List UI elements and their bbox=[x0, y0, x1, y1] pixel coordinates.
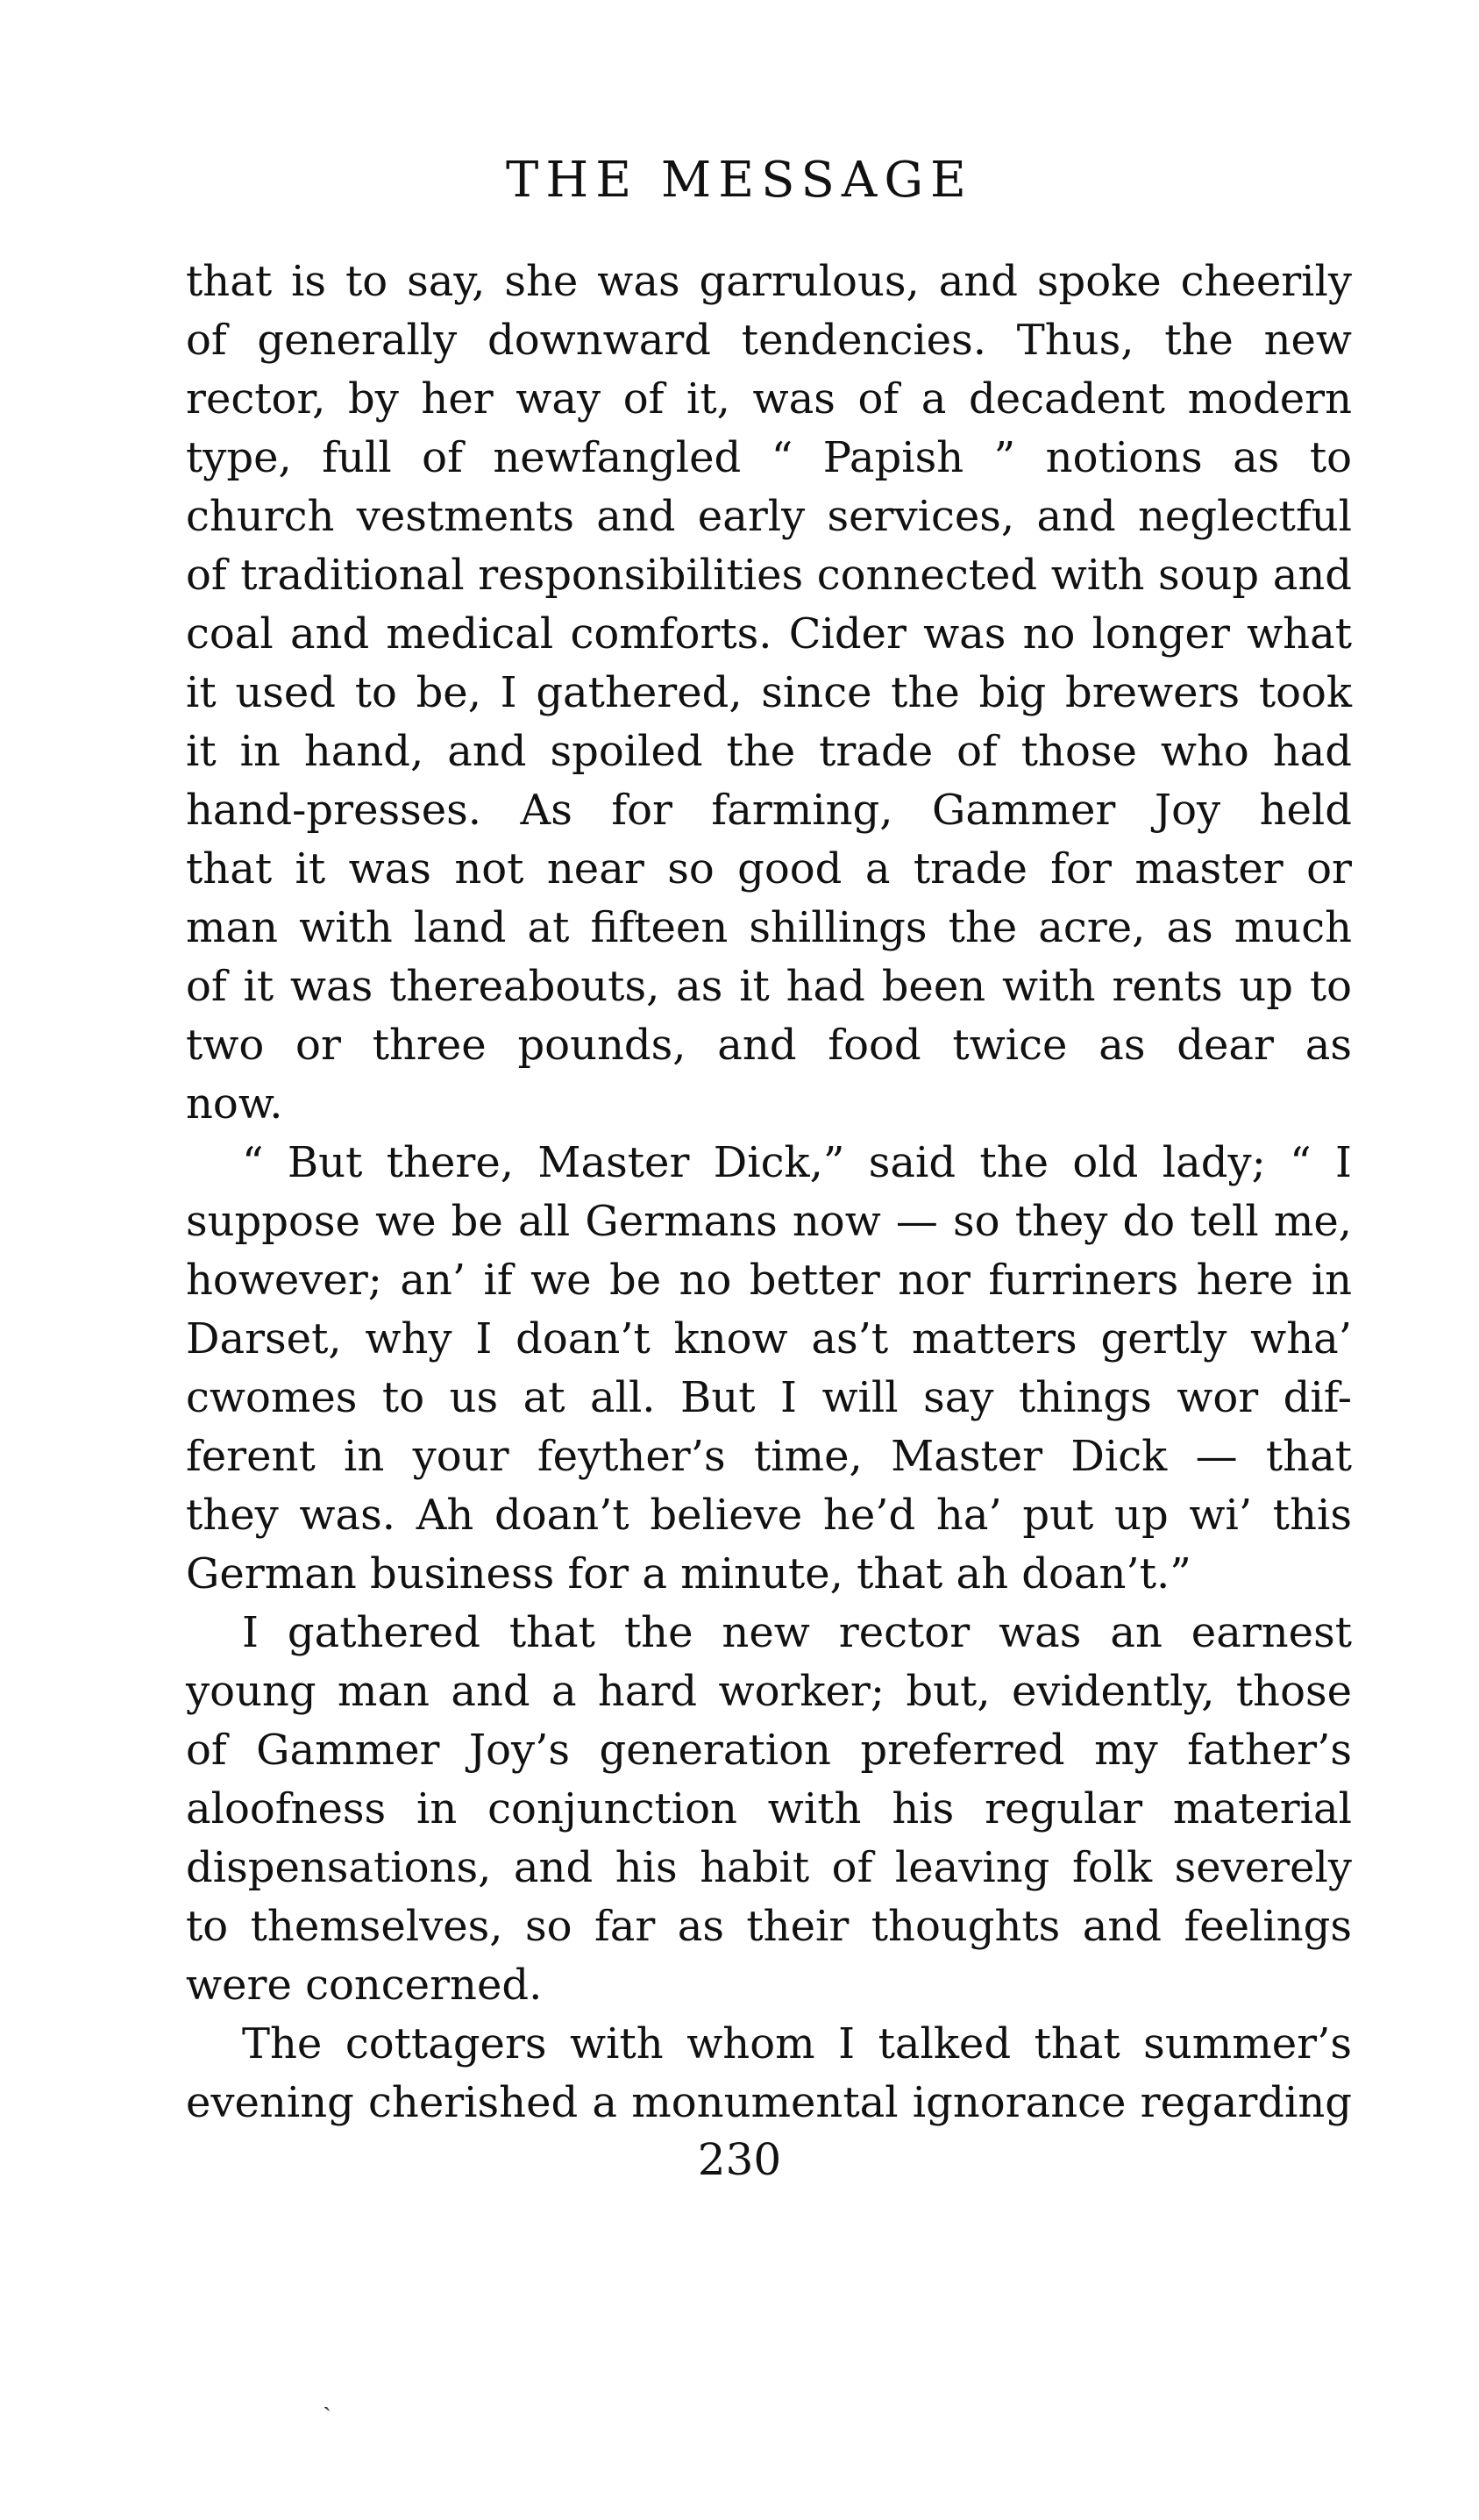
text-line: suppose we be all Germans now — so they do tell me, bbox=[186, 1197, 1352, 1246]
paragraph-3 bbox=[186, 1604, 1352, 2015]
text-line: coal and medical comforts. Cider was no longer what bbox=[186, 609, 1352, 658]
paragraph-2 bbox=[186, 1134, 1352, 1604]
text-line: two or three pounds, and food twice as dear as bbox=[186, 1021, 1352, 1070]
running-header: THE MESSAGE bbox=[506, 152, 973, 209]
paragraph-4 bbox=[186, 2015, 1352, 2132]
text-line: to themselves, so far as their thoughts and feelings bbox=[186, 1902, 1352, 1951]
text-line: however; an’ if we be no better nor furriners here in bbox=[186, 1256, 1352, 1305]
text-line: cwomes to us at all. But I will say things wor dif- bbox=[186, 1373, 1352, 1422]
text-line: man with land at fifteen shillings the acre, as much bbox=[186, 903, 1352, 952]
text-line: now. bbox=[186, 1079, 283, 1128]
text-line: hand-presses. As for farming, Gammer Joy held bbox=[186, 786, 1352, 835]
text-line: of Gammer Joy’s generation preferred my father’s bbox=[186, 1726, 1352, 1775]
text-line: they was. Ah doan’t believe he’d ha’ put up wi’ this bbox=[186, 1491, 1352, 1540]
text-line: The cottagers with whom I talked that summer’s bbox=[242, 2019, 1352, 2068]
text-line: of it was thereabouts, as it had been with rents up to bbox=[186, 962, 1352, 1011]
text-line: of generally downward tendencies. Thus, the new bbox=[186, 316, 1352, 365]
text-line: of traditional responsibilities connected with soup and bbox=[186, 551, 1352, 600]
text-line: it used to be, I gathered, since the big brewers took bbox=[186, 668, 1352, 717]
text-line: rector, by her way of it, was of a decadent modern bbox=[186, 374, 1352, 424]
text-line: German business for a minute, that ah doan’t.” bbox=[186, 1549, 1191, 1598]
text-line: I gathered that the new rector was an earnest bbox=[242, 1608, 1352, 1657]
text-line: young man and a hard worker; but, evidently, those bbox=[186, 1667, 1352, 1716]
paragraph-1 bbox=[186, 253, 1352, 1134]
text-line: evening cherished a monumental ignorance regarding bbox=[186, 2078, 1352, 2127]
body-text bbox=[186, 253, 1352, 2132]
text-line: type, full of newfangled “ Papish ” notions as to bbox=[186, 433, 1352, 482]
stray-ink-mark: ˎ bbox=[323, 2381, 331, 2412]
text-line: were concerned. bbox=[186, 1961, 543, 2010]
page-number: 230 bbox=[697, 2134, 782, 2185]
text-line: “ But there, Master Dick,” said the old lady; “ I bbox=[242, 1138, 1352, 1187]
text-line: aloofness in conjunction with his regular material bbox=[186, 1784, 1352, 1833]
text-line: dispensations, and his habit of leaving folk severely bbox=[186, 1843, 1352, 1892]
text-line: that it was not near so good a trade for master or bbox=[186, 844, 1352, 893]
text-line: church vestments and early services, and neglectful bbox=[186, 492, 1352, 541]
text-line: ferent in your feyther’s time, Master Dick — that bbox=[186, 1432, 1352, 1481]
text-line: Darset, why I doan’t know as’t matters gertly wha’ bbox=[186, 1314, 1352, 1363]
text-line: it in hand, and spoiled the trade of those who had bbox=[186, 727, 1352, 776]
text-line: that is to say, she was garrulous, and spoke cheerily bbox=[186, 257, 1352, 306]
